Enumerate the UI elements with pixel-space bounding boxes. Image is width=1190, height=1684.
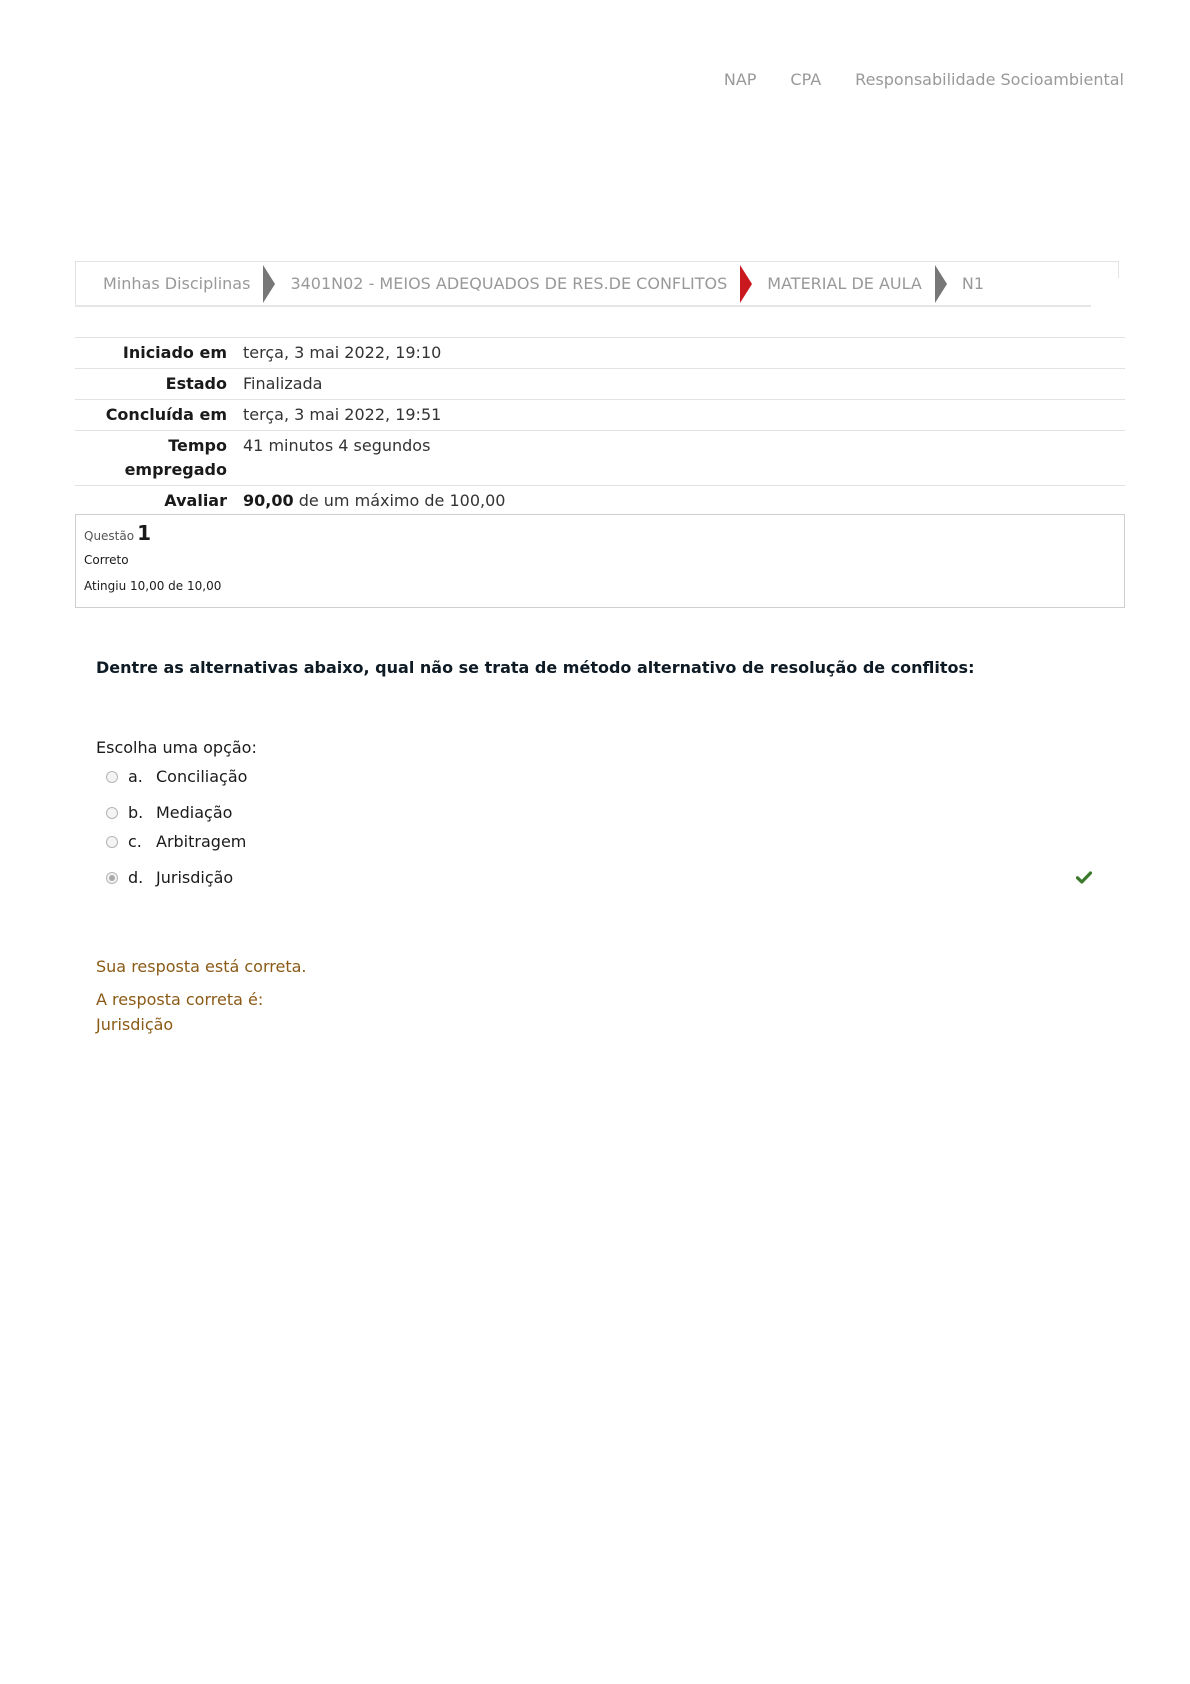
option-label: Mediação xyxy=(156,803,233,822)
time-label xyxy=(75,431,243,486)
radio-button-selected[interactable] xyxy=(106,872,118,884)
option-label: Conciliação xyxy=(156,767,248,786)
breadcrumb-item-n1[interactable]: N1 xyxy=(961,274,985,293)
attempt-summary-table xyxy=(75,337,1125,516)
breadcrumb-item-course[interactable]: 3401N02 - MEIOS ADEQUADOS DE RES.DE CONFLITOS xyxy=(290,274,728,293)
option-d[interactable] xyxy=(106,868,233,887)
grade-label: Avaliar xyxy=(164,491,227,510)
radio-button[interactable] xyxy=(106,771,118,783)
top-navigation xyxy=(724,70,1124,89)
grade-suffix: de um máximo de 100,00 xyxy=(298,491,506,510)
nav-link-socioambiental[interactable]: Responsabilidade Socioambiental xyxy=(855,70,1124,89)
right-answer-value: Jurisdição xyxy=(96,1015,174,1034)
summary-row-grade xyxy=(75,486,1125,517)
check-icon xyxy=(1076,871,1092,884)
state-value: Finalizada xyxy=(243,374,323,393)
option-a[interactable] xyxy=(106,767,247,786)
breadcrumb-separator-icon xyxy=(740,265,752,303)
option-b[interactable] xyxy=(106,803,232,822)
grade-value: 90,00 xyxy=(243,491,294,510)
summary-row-started xyxy=(75,338,1125,369)
option-c[interactable] xyxy=(106,832,246,851)
breadcrumb xyxy=(75,261,1091,307)
summary-row-completed xyxy=(75,400,1125,431)
feedback-result: Sua resposta está correta. xyxy=(96,957,307,976)
radio-button[interactable] xyxy=(106,836,118,848)
question-info-box xyxy=(75,514,1125,608)
time-value: 41 minutos 4 segundos xyxy=(243,436,431,455)
started-value: terça, 3 mai 2022, 19:10 xyxy=(243,343,442,362)
time-label-line-1: Tempo xyxy=(168,436,227,455)
nav-link-nap[interactable]: NAP xyxy=(723,70,757,89)
completed-value: terça, 3 mai 2022, 19:51 xyxy=(243,405,442,424)
started-label: Iniciado em xyxy=(122,343,227,362)
question-text: Dentre as alternativas abaixo, qual não se trata de método alternativo de resolução de conflitos: xyxy=(96,658,975,677)
question-label: Questão xyxy=(84,529,135,543)
radio-button[interactable] xyxy=(106,807,118,819)
option-letter: b. xyxy=(128,803,144,822)
question-mark: Atingiu 10,00 de 10,00 xyxy=(84,579,222,593)
breadcrumb-separator-icon xyxy=(935,265,947,303)
state-label: Estado xyxy=(165,374,227,393)
breadcrumb-item-minhas-disciplinas[interactable]: Minhas Disciplinas xyxy=(103,274,251,293)
option-letter: c. xyxy=(128,832,142,851)
question-state: Correto xyxy=(84,553,129,567)
option-label: Arbitragem xyxy=(156,832,247,851)
question-number xyxy=(84,521,1116,545)
option-letter: d. xyxy=(128,868,144,887)
completed-label: Concluída em xyxy=(105,405,227,424)
grade-cell xyxy=(243,486,1125,517)
option-letter: a. xyxy=(128,767,143,786)
answer-prompt: Escolha uma opção: xyxy=(96,738,257,757)
breadcrumb-separator-icon xyxy=(263,265,275,303)
summary-row-time xyxy=(75,431,1125,486)
question-number-value: 1 xyxy=(137,521,152,545)
summary-row-state xyxy=(75,369,1125,400)
option-label: Jurisdição xyxy=(156,868,234,887)
time-label-line-2: empregado xyxy=(124,460,227,479)
nav-link-cpa[interactable]: CPA xyxy=(790,70,822,89)
breadcrumb-item-material[interactable]: MATERIAL DE AULA xyxy=(767,274,922,293)
right-answer-label: A resposta correta é: xyxy=(96,990,264,1009)
